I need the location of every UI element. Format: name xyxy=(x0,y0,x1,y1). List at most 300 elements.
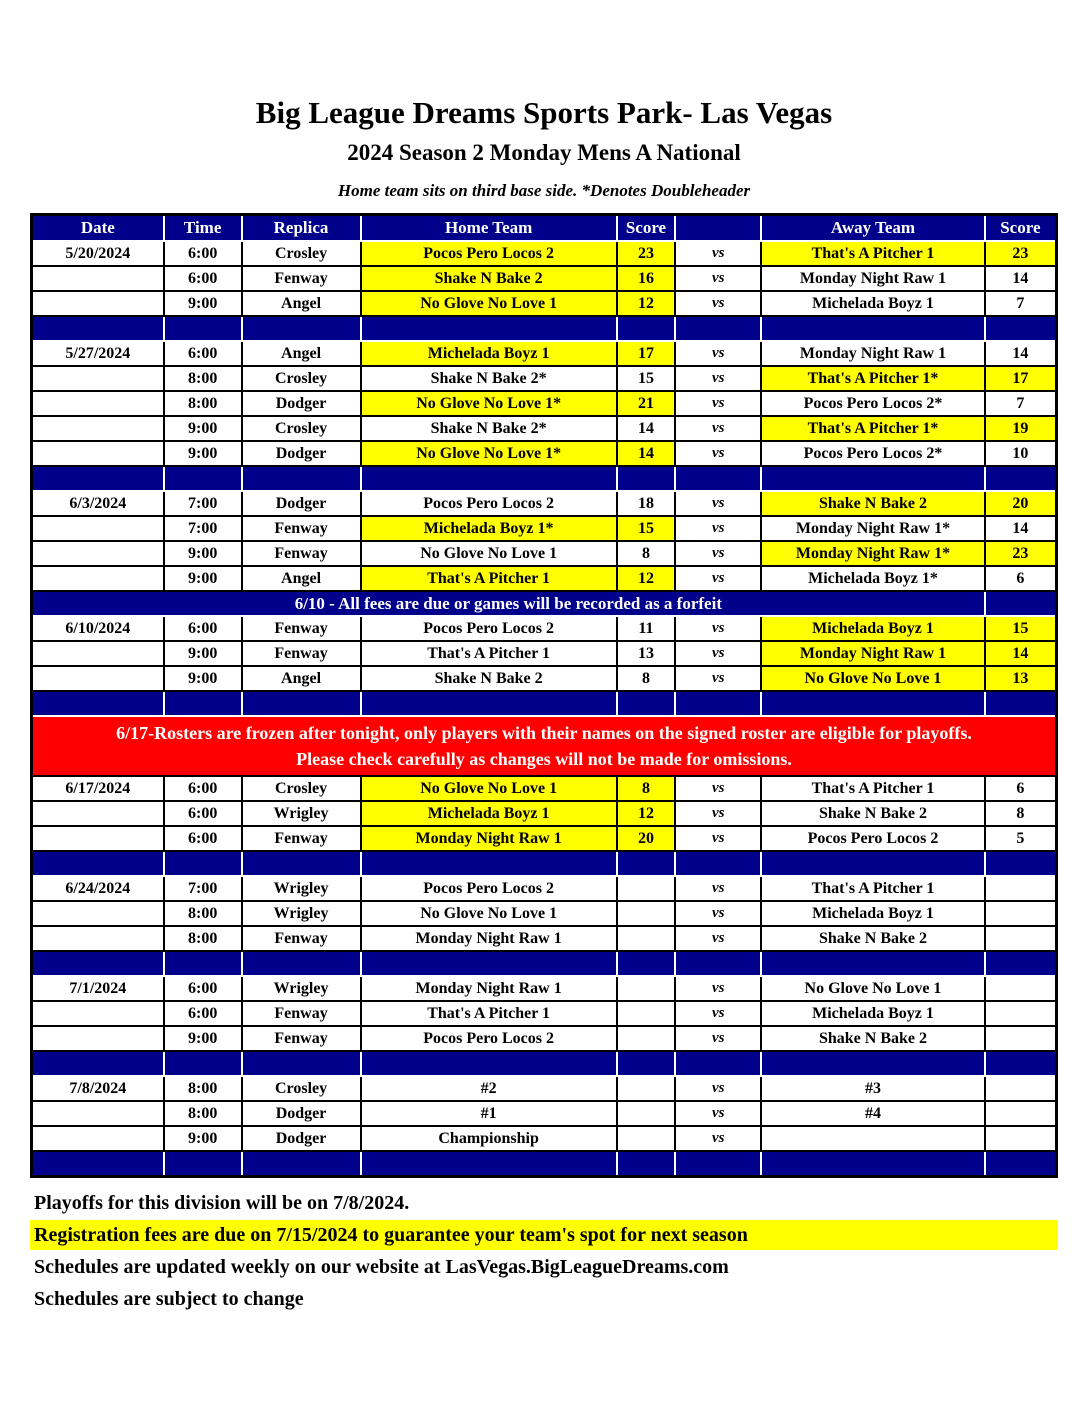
away-team-cell: Monday Night Raw 1 xyxy=(761,266,984,291)
vs-label: vs xyxy=(675,926,761,951)
separator-cell xyxy=(361,1151,617,1177)
separator-cell xyxy=(761,316,984,341)
separator-cell xyxy=(761,1051,984,1076)
home-score-cell: 15 xyxy=(617,366,675,391)
away-score-cell: 17 xyxy=(985,366,1057,391)
home-team-cell: Pocos Pero Locos 2 xyxy=(361,491,617,516)
date-cell xyxy=(32,1001,164,1026)
home-team-cell: That's A Pitcher 1 xyxy=(361,1001,617,1026)
away-team-cell: That's A Pitcher 1 xyxy=(761,776,984,801)
vs-label: vs xyxy=(675,1076,761,1101)
home-score-cell: 12 xyxy=(617,566,675,591)
replica-cell: Crosley xyxy=(242,366,361,391)
time-cell: 9:00 xyxy=(164,416,242,441)
time-cell: 8:00 xyxy=(164,1101,242,1126)
away-team-cell: Shake N Bake 2 xyxy=(761,926,984,951)
away-team-cell: #4 xyxy=(761,1101,984,1126)
away-score-cell: 14 xyxy=(985,266,1057,291)
away-score-cell: 13 xyxy=(985,666,1057,691)
separator-cell xyxy=(675,851,761,876)
away-team-cell: Michelada Boyz 1 xyxy=(761,291,984,316)
page-footer xyxy=(30,1188,1058,1314)
vs-label: vs xyxy=(675,566,761,591)
game-row xyxy=(32,266,1057,291)
separator-cell xyxy=(32,691,164,716)
home-team-cell: #2 xyxy=(361,1076,617,1101)
roster-notice xyxy=(32,716,1057,776)
home-score-cell: 17 xyxy=(617,341,675,366)
separator-cell xyxy=(242,466,361,491)
separator-cell xyxy=(675,951,761,976)
fees-banner-row xyxy=(32,591,1057,616)
replica-cell: Fenway xyxy=(242,926,361,951)
roster-notice-line: Please check carefully as changes will not be made for omissions. xyxy=(296,749,792,770)
vs-label: vs xyxy=(675,291,761,316)
separator-cell xyxy=(985,591,1057,616)
away-score-cell: 23 xyxy=(985,241,1057,266)
home-score-cell: 16 xyxy=(617,266,675,291)
separator-cell xyxy=(32,1151,164,1177)
home-team-cell: Monday Night Raw 1 xyxy=(361,926,617,951)
header-note: Home team sits on third base side. *Denotes Doubleheader xyxy=(337,181,751,201)
home-score-cell: 21 xyxy=(617,391,675,416)
date-cell: 6/24/2024 xyxy=(32,876,164,901)
replica-cell: Angel xyxy=(242,341,361,366)
separator-cell xyxy=(985,1051,1057,1076)
replica-cell: Fenway xyxy=(242,266,361,291)
replica-cell: Angel xyxy=(242,291,361,316)
vs-label: vs xyxy=(675,641,761,666)
fees-banner: 6/10 - All fees are due or games will be recorded as a forfeit xyxy=(32,591,985,616)
vs-label: vs xyxy=(675,241,761,266)
time-cell: 7:00 xyxy=(164,491,242,516)
game-row xyxy=(32,1101,1057,1126)
game-row xyxy=(32,1001,1057,1026)
replica-cell: Dodger xyxy=(242,1101,361,1126)
away-score-cell: 19 xyxy=(985,416,1057,441)
away-score-cell xyxy=(985,876,1057,901)
time-cell: 9:00 xyxy=(164,441,242,466)
separator-cell xyxy=(675,1051,761,1076)
replica-cell: Fenway xyxy=(242,1026,361,1051)
away-team-cell: Monday Night Raw 1* xyxy=(761,541,984,566)
home-score-cell xyxy=(617,901,675,926)
separator-cell xyxy=(617,316,675,341)
away-team-cell: Monday Night Raw 1 xyxy=(761,641,984,666)
vs-label: vs xyxy=(675,441,761,466)
time-cell: 9:00 xyxy=(164,641,242,666)
date-cell xyxy=(32,541,164,566)
separator-cell xyxy=(164,951,242,976)
vs-label: vs xyxy=(675,516,761,541)
away-team-cell: Monday Night Raw 1* xyxy=(761,516,984,541)
vs-label: vs xyxy=(675,1126,761,1151)
separator-cell xyxy=(985,851,1057,876)
game-row xyxy=(32,901,1057,926)
away-team-cell: Shake N Bake 2 xyxy=(761,1026,984,1051)
date-cell xyxy=(32,516,164,541)
away-team-cell: #3 xyxy=(761,1076,984,1101)
away-score-cell xyxy=(985,901,1057,926)
time-cell: 9:00 xyxy=(164,666,242,691)
home-score-cell xyxy=(617,1126,675,1151)
game-row xyxy=(32,666,1057,691)
away-score-cell: 6 xyxy=(985,776,1057,801)
home-team-cell: No Glove No Love 1* xyxy=(361,391,617,416)
separator-cell xyxy=(761,951,984,976)
home-team-cell: No Glove No Love 1* xyxy=(361,441,617,466)
away-score-cell: 20 xyxy=(985,491,1057,516)
date-cell: 6/17/2024 xyxy=(32,776,164,801)
separator-cell xyxy=(761,466,984,491)
home-score-cell xyxy=(617,1001,675,1026)
home-score-cell: 8 xyxy=(617,776,675,801)
separator-cell xyxy=(761,1151,984,1177)
game-row xyxy=(32,291,1057,316)
separator-cell xyxy=(32,951,164,976)
time-cell: 9:00 xyxy=(164,1126,242,1151)
time-cell: 6:00 xyxy=(164,976,242,1001)
date-cell xyxy=(32,391,164,416)
away-score-cell xyxy=(985,1126,1057,1151)
replica-cell: Fenway xyxy=(242,541,361,566)
game-row xyxy=(32,876,1057,901)
away-team-cell: No Glove No Love 1 xyxy=(761,666,984,691)
column-header-home-score: Score xyxy=(617,215,675,242)
home-team-cell: Monday Night Raw 1 xyxy=(361,976,617,1001)
column-header-date: Date xyxy=(32,215,164,242)
home-team-cell: Shake N Bake 2* xyxy=(361,366,617,391)
home-score-cell: 12 xyxy=(617,801,675,826)
time-cell: 9:00 xyxy=(164,566,242,591)
replica-cell: Fenway xyxy=(242,516,361,541)
away-score-cell: 8 xyxy=(985,801,1057,826)
home-team-cell: Michelada Boyz 1 xyxy=(361,801,617,826)
game-row xyxy=(32,976,1057,1001)
away-score-cell: 5 xyxy=(985,826,1057,851)
page-subtitle: 2024 Season 2 Monday Mens A National xyxy=(347,140,741,166)
roster-notice-line: 6/17-Rosters are frozen after tonight, only players with their names on the signed roster are eligible for playoffs. xyxy=(116,723,972,744)
time-cell: 8:00 xyxy=(164,926,242,951)
time-cell: 6:00 xyxy=(164,801,242,826)
column-header-away-team: Away Team xyxy=(761,215,984,242)
time-cell: 8:00 xyxy=(164,901,242,926)
vs-label: vs xyxy=(675,541,761,566)
separator-cell xyxy=(164,691,242,716)
vs-label: vs xyxy=(675,491,761,516)
time-cell: 6:00 xyxy=(164,241,242,266)
away-score-cell xyxy=(985,1101,1057,1126)
separator-row xyxy=(32,951,1057,976)
registration-fees-note: Registration fees are due on 7/15/2024 to guarantee your team's spot for next season xyxy=(30,1220,1058,1250)
replica-cell: Wrigley xyxy=(242,901,361,926)
separator-cell xyxy=(617,851,675,876)
separator-cell xyxy=(617,951,675,976)
away-score-cell xyxy=(985,1026,1057,1051)
separator-cell xyxy=(242,316,361,341)
home-team-cell: Michelada Boyz 1 xyxy=(361,341,617,366)
away-team-cell: Monday Night Raw 1 xyxy=(761,341,984,366)
away-team-cell xyxy=(761,1126,984,1151)
time-cell: 8:00 xyxy=(164,366,242,391)
date-cell xyxy=(32,291,164,316)
away-team-cell: Pocos Pero Locos 2* xyxy=(761,391,984,416)
home-team-cell: Pocos Pero Locos 2 xyxy=(361,616,617,641)
vs-label: vs xyxy=(675,776,761,801)
time-cell: 9:00 xyxy=(164,1026,242,1051)
away-team-cell: That's A Pitcher 1* xyxy=(761,416,984,441)
separator-cell xyxy=(242,851,361,876)
replica-cell: Dodger xyxy=(242,1126,361,1151)
away-team-cell: Shake N Bake 2 xyxy=(761,491,984,516)
vs-label: vs xyxy=(675,826,761,851)
separator-cell xyxy=(675,1151,761,1177)
home-score-cell xyxy=(617,976,675,1001)
date-cell xyxy=(32,416,164,441)
away-score-cell: 7 xyxy=(985,391,1057,416)
game-row xyxy=(32,1076,1057,1101)
away-team-cell: Pocos Pero Locos 2* xyxy=(761,441,984,466)
away-score-cell: 23 xyxy=(985,541,1057,566)
replica-cell: Dodger xyxy=(242,391,361,416)
away-team-cell: Michelada Boyz 1 xyxy=(761,901,984,926)
playoffs-note: Playoffs for this division will be on 7/8/2024. xyxy=(34,1192,410,1215)
separator-cell xyxy=(361,951,617,976)
date-cell xyxy=(32,566,164,591)
separator-cell xyxy=(675,316,761,341)
separator-cell xyxy=(617,1151,675,1177)
time-cell: 6:00 xyxy=(164,616,242,641)
home-team-cell: Shake N Bake 2* xyxy=(361,416,617,441)
vs-label: vs xyxy=(675,416,761,441)
vs-label: vs xyxy=(675,976,761,1001)
date-cell xyxy=(32,641,164,666)
date-cell xyxy=(32,441,164,466)
vs-label: vs xyxy=(675,876,761,901)
home-score-cell: 13 xyxy=(617,641,675,666)
schedule-change-note: Schedules are subject to change xyxy=(34,1288,304,1311)
home-team-cell: Championship xyxy=(361,1126,617,1151)
separator-cell xyxy=(985,466,1057,491)
time-cell: 7:00 xyxy=(164,516,242,541)
date-cell xyxy=(32,1101,164,1126)
away-team-cell: That's A Pitcher 1 xyxy=(761,876,984,901)
home-team-cell: No Glove No Love 1 xyxy=(361,541,617,566)
home-score-cell: 20 xyxy=(617,826,675,851)
separator-row xyxy=(32,466,1057,491)
replica-cell: Fenway xyxy=(242,616,361,641)
home-score-cell: 23 xyxy=(617,241,675,266)
away-team-cell: Michelada Boyz 1* xyxy=(761,566,984,591)
separator-cell xyxy=(242,1051,361,1076)
column-header-away-score: Score xyxy=(985,215,1057,242)
separator-cell xyxy=(761,691,984,716)
date-cell xyxy=(32,266,164,291)
game-row xyxy=(32,926,1057,951)
vs-label: vs xyxy=(675,391,761,416)
replica-cell: Crosley xyxy=(242,1076,361,1101)
separator-cell xyxy=(617,1051,675,1076)
column-header-time: Time xyxy=(164,215,242,242)
away-score-cell xyxy=(985,1001,1057,1026)
home-score-cell: 12 xyxy=(617,291,675,316)
separator-cell xyxy=(164,316,242,341)
table-header-row xyxy=(32,215,1057,242)
vs-label: vs xyxy=(675,801,761,826)
separator-cell xyxy=(617,691,675,716)
home-score-cell: 14 xyxy=(617,441,675,466)
replica-cell: Dodger xyxy=(242,441,361,466)
home-team-cell: That's A Pitcher 1 xyxy=(361,566,617,591)
away-team-cell: Shake N Bake 2 xyxy=(761,801,984,826)
time-cell: 9:00 xyxy=(164,291,242,316)
vs-label: vs xyxy=(675,1001,761,1026)
date-cell xyxy=(32,926,164,951)
replica-cell: Wrigley xyxy=(242,876,361,901)
home-team-cell: Pocos Pero Locos 2 xyxy=(361,876,617,901)
home-score-cell xyxy=(617,1026,675,1051)
away-team-cell: No Glove No Love 1 xyxy=(761,976,984,1001)
away-score-cell: 15 xyxy=(985,616,1057,641)
separator-cell xyxy=(361,466,617,491)
vs-label: vs xyxy=(675,341,761,366)
home-team-cell: #1 xyxy=(361,1101,617,1126)
time-cell: 7:00 xyxy=(164,876,242,901)
date-cell: 6/3/2024 xyxy=(32,491,164,516)
time-cell: 6:00 xyxy=(164,341,242,366)
game-row xyxy=(32,341,1057,366)
time-cell: 6:00 xyxy=(164,776,242,801)
away-score-cell: 14 xyxy=(985,341,1057,366)
home-score-cell xyxy=(617,1101,675,1126)
home-score-cell: 11 xyxy=(617,616,675,641)
home-score-cell xyxy=(617,1076,675,1101)
replica-cell: Crosley xyxy=(242,241,361,266)
home-team-cell: No Glove No Love 1 xyxy=(361,901,617,926)
separator-cell xyxy=(985,691,1057,716)
column-header-home-team: Home Team xyxy=(361,215,617,242)
vs-label: vs xyxy=(675,266,761,291)
separator-cell xyxy=(985,316,1057,341)
separator-cell xyxy=(32,1051,164,1076)
vs-label: vs xyxy=(675,1101,761,1126)
away-score-cell: 14 xyxy=(985,641,1057,666)
time-cell: 8:00 xyxy=(164,391,242,416)
schedule-table xyxy=(30,213,1058,1178)
game-row xyxy=(32,541,1057,566)
away-team-cell: Michelada Boyz 1 xyxy=(761,616,984,641)
vs-label: vs xyxy=(675,901,761,926)
separator-cell xyxy=(32,466,164,491)
date-cell: 5/20/2024 xyxy=(32,241,164,266)
away-score-cell xyxy=(985,976,1057,1001)
separator-row xyxy=(32,1051,1057,1076)
home-team-cell: No Glove No Love 1 xyxy=(361,291,617,316)
game-row xyxy=(32,366,1057,391)
home-score-cell: 8 xyxy=(617,541,675,566)
date-cell xyxy=(32,1026,164,1051)
game-row xyxy=(32,826,1057,851)
separator-cell xyxy=(32,851,164,876)
replica-cell: Crosley xyxy=(242,416,361,441)
home-team-cell: No Glove No Love 1 xyxy=(361,776,617,801)
separator-cell xyxy=(985,1151,1057,1177)
replica-cell: Dodger xyxy=(242,491,361,516)
replica-cell: Crosley xyxy=(242,776,361,801)
game-row xyxy=(32,801,1057,826)
game-row xyxy=(32,441,1057,466)
separator-cell xyxy=(761,851,984,876)
home-team-cell: Pocos Pero Locos 2 xyxy=(361,1026,617,1051)
separator-cell xyxy=(32,316,164,341)
separator-cell xyxy=(361,851,617,876)
home-score-cell xyxy=(617,926,675,951)
separator-row xyxy=(32,851,1057,876)
replica-cell: Fenway xyxy=(242,1001,361,1026)
date-cell: 7/8/2024 xyxy=(32,1076,164,1101)
vs-label: vs xyxy=(675,1026,761,1051)
away-team-cell: That's A Pitcher 1* xyxy=(761,366,984,391)
home-team-cell: Monday Night Raw 1 xyxy=(361,826,617,851)
time-cell: 9:00 xyxy=(164,541,242,566)
away-team-cell: That's A Pitcher 1 xyxy=(761,241,984,266)
away-score-cell: 10 xyxy=(985,441,1057,466)
home-score-cell: 18 xyxy=(617,491,675,516)
separator-cell xyxy=(361,1051,617,1076)
separator-row xyxy=(32,1151,1057,1177)
roster-notice-row xyxy=(32,716,1057,776)
vs-label: vs xyxy=(675,366,761,391)
date-cell xyxy=(32,826,164,851)
separator-cell xyxy=(164,851,242,876)
game-row xyxy=(32,241,1057,266)
date-cell xyxy=(32,1126,164,1151)
page-title: Big League Dreams Sports Park- Las Vegas xyxy=(255,95,833,130)
home-score-cell: 14 xyxy=(617,416,675,441)
away-score-cell: 14 xyxy=(985,516,1057,541)
website-note: Schedules are updated weekly on our website at LasVegas.BigLeagueDreams.com xyxy=(34,1256,729,1279)
date-cell xyxy=(32,666,164,691)
date-cell: 6/10/2024 xyxy=(32,616,164,641)
home-team-cell: Michelada Boyz 1* xyxy=(361,516,617,541)
game-row xyxy=(32,391,1057,416)
game-row xyxy=(32,641,1057,666)
home-score-cell: 8 xyxy=(617,666,675,691)
separator-cell xyxy=(617,466,675,491)
replica-cell: Wrigley xyxy=(242,976,361,1001)
separator-cell xyxy=(164,1151,242,1177)
separator-row xyxy=(32,691,1057,716)
game-row xyxy=(32,516,1057,541)
game-row xyxy=(32,776,1057,801)
home-team-cell: Pocos Pero Locos 2 xyxy=(361,241,617,266)
separator-cell xyxy=(242,1151,361,1177)
away-team-cell: Pocos Pero Locos 2 xyxy=(761,826,984,851)
replica-cell: Angel xyxy=(242,666,361,691)
away-score-cell xyxy=(985,926,1057,951)
date-cell xyxy=(32,801,164,826)
separator-cell xyxy=(675,691,761,716)
away-score-cell: 6 xyxy=(985,566,1057,591)
separator-cell xyxy=(242,951,361,976)
home-score-cell xyxy=(617,876,675,901)
game-row xyxy=(32,616,1057,641)
home-team-cell: Shake N Bake 2 xyxy=(361,266,617,291)
separator-cell xyxy=(242,691,361,716)
separator-row xyxy=(32,316,1057,341)
time-cell: 6:00 xyxy=(164,266,242,291)
separator-cell xyxy=(361,691,617,716)
